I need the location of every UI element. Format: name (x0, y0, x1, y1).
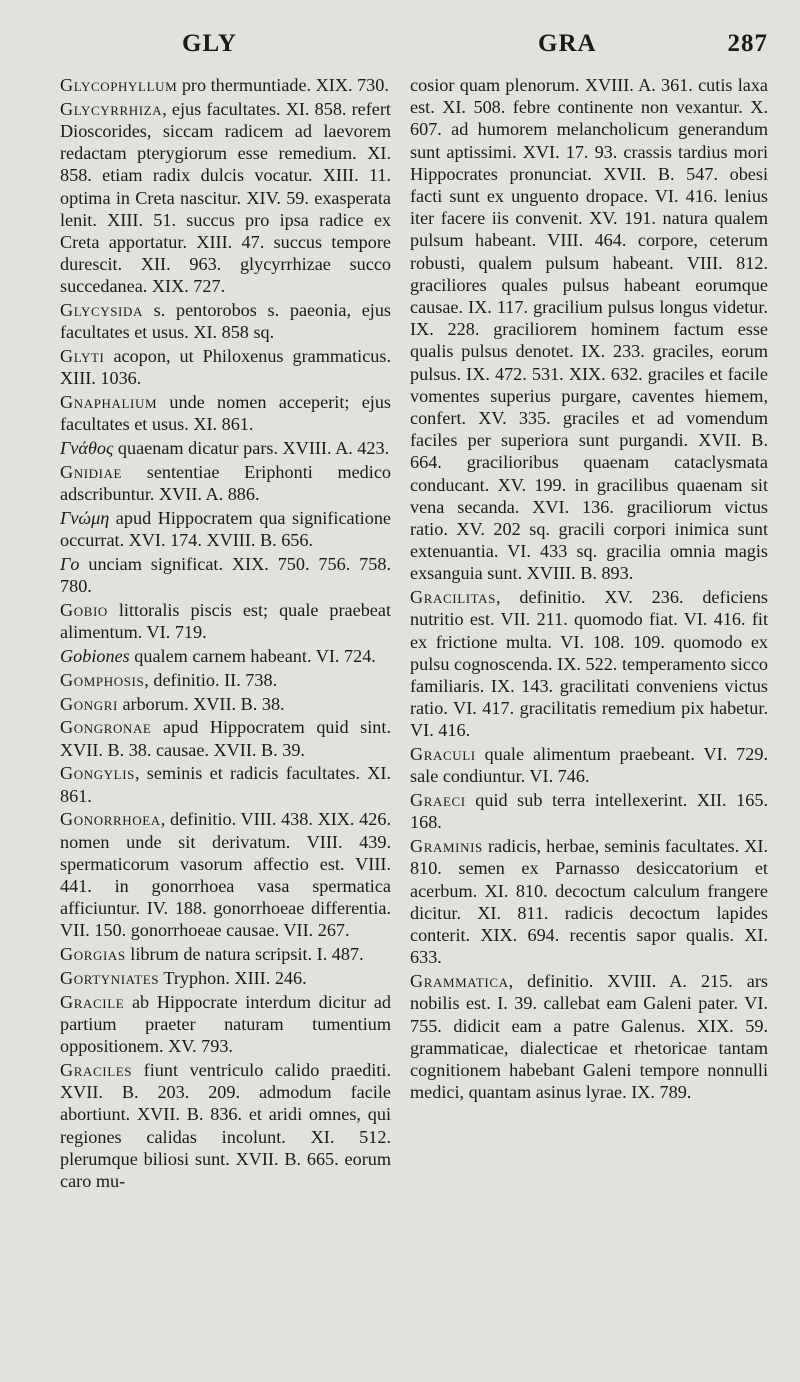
entry-text: unde nomen acceperit; ejus facultates et usus. XI. 861. (60, 392, 391, 435)
header-left-guideword: GLY (182, 30, 237, 57)
entry-headword: Γνώμη (60, 508, 110, 529)
index-entry (60, 669, 391, 691)
index-entry (410, 970, 768, 1103)
entry-text: pro thermuntiade. XIX. 730. (177, 75, 389, 95)
entry-text: cosior quam plenorum. XVIII. A. 361. cutis laxa est. XI. 508. febre continente non vexantur. X. 607. ad humorem melancholicum generandum sunt aptissimi. XVI. 17. 93. crassis tardius mori Hippocrates pronunciat. XVII. B. 547. obesi facti sunt ex unguento dropace. VI. 416. lenius iter facere iis convenit. XV. 191. natura qualem pulsum habeant. VIII. 464. corpore, ceterum robusti, qualem pulsum habeant. VIII. 812. graciliores quales pulsus habeant eorumque causae. IX. 117. gracilium pulsus longus videtur. IX. 228. graciliorem hominem factum esse qualis pulsus denotet. IX. 233. graciles, eorum pulsus. IX. 472. 531. XIX. 632. graciles et facile vomentes superius purgare, caventes hiemem, confert. XV. 335. graciles et ad vomendum faciles per superiora sunt purgandi. XVII. B. 664. gracilioribus quaenam cataclysmata conducant. XV. 199. in gracilibus quaenam sit vena secanda. XVI. 136. graciliorum victus ratio. XV. 202 sq. gracili corpori inimica sunt extenuantia. VI. 433 sq. gracilia omnia magis exsanguia sunt. XVIII. B. 893. (410, 75, 768, 584)
entry-text: sententiae Eriphonti medico adscribuntur. XVII. A. 886. (60, 462, 391, 505)
entry-text: quale alimentum praebeant. VI. 729. sale condiuntur. VI. 746. (410, 744, 768, 787)
entry-headword: Glycyrrhiza (60, 98, 163, 119)
index-entry (60, 507, 391, 551)
entry-headword: Gorgias (60, 944, 126, 965)
entry-headword: Γνάθος (60, 438, 114, 459)
entry-headword: Gongri (60, 693, 118, 714)
index-entry (60, 1059, 391, 1192)
index-entry (60, 762, 391, 806)
index-entry (60, 693, 391, 715)
index-entry (60, 716, 391, 760)
entry-headword: Gracilitas (410, 587, 496, 608)
entry-text: s. pentorobos s. paeonia, ejus facultates et usus. XI. 858 sq. (60, 300, 391, 343)
left-column (60, 74, 391, 1194)
entry-headword: Gomphosis (60, 669, 145, 690)
index-entry (60, 991, 391, 1058)
entry-headword: Gnaphalium (60, 392, 158, 413)
entry-text: , seminis et radicis facultates. XI. 861. (60, 763, 391, 806)
entry-text: acopon, ut Philoxenus grammaticus. XIII. 1036. (60, 346, 391, 389)
entry-text: arborum. XVII. B. 38. (117, 693, 285, 714)
entry-headword: Γο (60, 554, 80, 575)
entry-text: littoralis piscis est; quale praebeat alimentum. VI. 719. (60, 600, 391, 643)
header-right-guideword: GRA (538, 30, 597, 57)
entry-headword: Glyti (60, 346, 105, 367)
entry-headword: Gortyniates (60, 968, 160, 989)
index-entry (60, 74, 391, 96)
entry-text: , definitio. XV. 236. deficiens nutritio est. VII. 211. quomodo fiat. VI. 416. fit ex frictione multa. VI. 108. 109. quomodo ex pulsu cognoscenda. IX. 522. temperamento sicco familiaris. IX. 143. gracilitati conveniens victus ratio. VI. 417. gracilitatis remedium pix habetur. VI. 416. (410, 587, 768, 741)
entry-headword: Gobiones (60, 646, 130, 667)
entry-headword: Graculi (410, 744, 476, 765)
entry-headword: Grammatica (410, 971, 509, 992)
entry-headword: Glycophyllum (60, 75, 178, 95)
index-entry (60, 553, 391, 597)
page-number: 287 (727, 30, 768, 57)
entry-headword: Gracile (60, 991, 125, 1012)
entry-text: quaenam dicatur pars. XVIII. A. 423. (113, 438, 390, 459)
index-entry (60, 437, 391, 459)
index-entry (410, 743, 768, 787)
entry-text: ab Hippocrate interdum dicitur ad partium praeter naturam tumentium oppositionem. XV. 793. (60, 991, 391, 1057)
index-entry (60, 345, 391, 389)
index-entry (60, 461, 391, 505)
index-entry (60, 645, 391, 667)
entry-text: qualem carnem habeant. VI. 724. (129, 646, 376, 667)
entry-text: , definitio. II. 738. (144, 669, 278, 690)
running-header (58, 30, 768, 64)
index-entry (60, 98, 391, 298)
entry-headword: Graeci (410, 790, 466, 811)
entry-headword: Graciles (60, 1060, 133, 1081)
index-entry (410, 835, 768, 968)
entry-text: , ejus facultates. XI. 858. refert Dioscorides, siccam radicem ad laevorem redactam pterygiorum esse remedium. XI. 858. etiam radix dulcis vocatur. XIII. 11. optima in Creta nascitur. XIV. 59. exasperata lenit. XIII. 51. succus pro ipsa radice ex Creta apportatur. XIII. 47. succus tempore durescit. XII. 963. glycyrrhizae succo succedanea. XIX. 727. (60, 98, 391, 297)
entry-headword: Gongylis (60, 763, 135, 784)
index-entry (60, 299, 391, 343)
entry-text: unciam significat. XIX. 750. 756. 758. 780. (60, 554, 391, 597)
entry-text: fiunt ventriculo calido praediti. XVII. B. 203. 209. admodum facile abortiunt. XVII. B. 836. et aridi omnes, qui regiones calidas incolunt. XI. 512. plerumque biliosi sunt. XVII. B. 665. eorum caro mu- (60, 1060, 391, 1192)
entry-headword: Gonorrhoea (60, 809, 161, 830)
right-column (410, 74, 768, 1105)
entry-headword: Gnidiae (60, 462, 123, 483)
entry-text: Tryphon. XIII. 246. (159, 968, 307, 989)
entry-text: librum de natura scripsit. I. 487. (125, 944, 364, 965)
index-entry (60, 943, 391, 965)
entry-text: apud Hippocratem quid sint. XVII. B. 38. causae. XVII. B. 39. (60, 717, 391, 760)
entry-text: radicis, herbae, seminis facultates. XI. 810. semen ex Parnasso desiccatorium et acerbum. XI. 810. decoctum calculum frangere dicitur. XI. 811. radicis decoctum lapides conterit. XIX. 694. recentis sapor qualis. XI. 633. (410, 836, 768, 968)
index-entry (60, 967, 391, 989)
entry-headword: Gobio (60, 600, 108, 621)
index-entry (60, 599, 391, 643)
entry-headword: Glycysida (60, 300, 143, 321)
index-entry (410, 586, 768, 741)
entry-text: quid sub terra intellexerint. XII. 165. 168. (410, 790, 768, 833)
index-entry (60, 391, 391, 435)
index-entry (410, 789, 768, 833)
entry-text: apud Hippocratem qua significatione occurrat. XVI. 174. XVIII. B. 656. (60, 508, 391, 551)
entry-text: , definitio. VIII. 438. XIX. 426. nomen unde sit derivatum. VIII. 439. spermaticorum vasorum affectio est. VIII. 441. in gonorrhoea vasa spermatica afficiuntur. IV. 188. gonorrhoeae differentia. VII. 150. gonorrhoeae causae. VII. 267. (60, 809, 391, 941)
index-entry (60, 808, 391, 941)
entry-headword: Graminis (410, 836, 483, 857)
entry-text: , definitio. XVIII. A. 215. ars nobilis est. I. 39. callebat eam Galeni pater. VI. 755. didicit eam a patre Galenus. XIX. 59. grammaticae, dialecticae et rhetoricae tantam cognitionem habebant Galeni tempore nonnulli medici, quantam asinus lyrae. IX. 789. (410, 971, 768, 1103)
entry-headword: Gongronae (60, 717, 152, 738)
index-entry (410, 74, 768, 585)
